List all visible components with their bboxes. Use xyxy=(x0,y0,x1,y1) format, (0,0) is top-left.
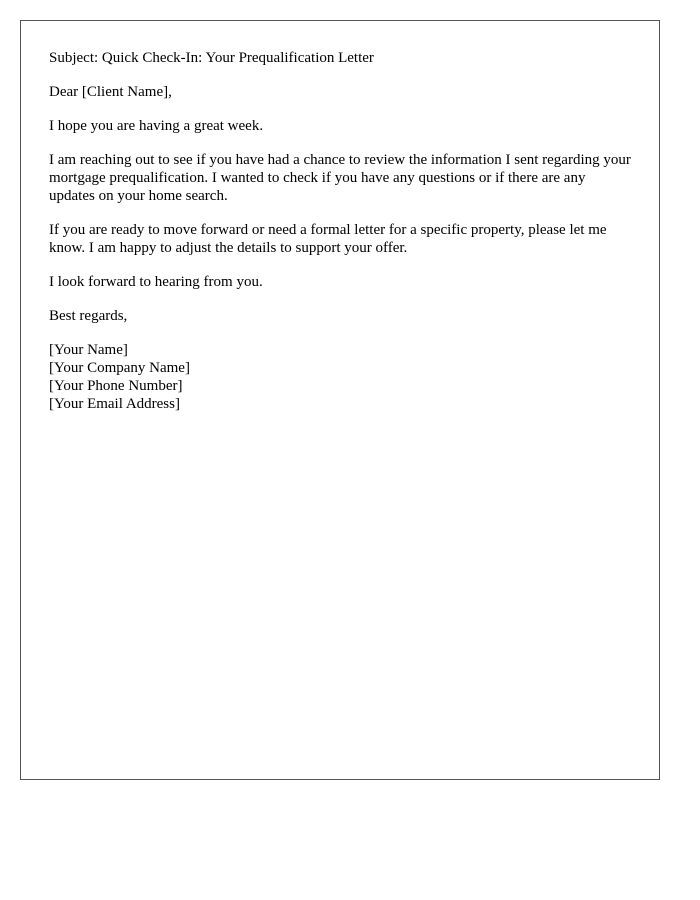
signature-phone: [Your Phone Number] xyxy=(49,378,183,394)
letter-subject: Subject: Quick Check-In: Your Prequalification Letter xyxy=(49,50,374,66)
letter-paragraph-next-steps: If you are ready to move forward or need a formal letter for a specific property, please let me know. I am happy to adjust the details to support your offer. xyxy=(49,222,607,256)
letter-salutation: Dear [Client Name], xyxy=(49,84,172,100)
letter-frame xyxy=(20,20,660,780)
letter-paragraph-greeting: I hope you are having a great week. xyxy=(49,118,264,134)
signature-block xyxy=(49,341,631,413)
letter-paragraph-followup: I am reaching out to see if you have had a chance to review the information I sent regarding your mortgage prequalification. I wanted to check if you have any questions or if there are any updates on your home search. xyxy=(49,152,631,204)
signature-company: [Your Company Name] xyxy=(49,360,190,376)
letter-closing: Best regards, xyxy=(49,308,128,324)
letter-paragraph-closing-remark: I look forward to hearing from you. xyxy=(49,274,263,290)
signature-name: [Your Name] xyxy=(49,342,128,358)
signature-email: [Your Email Address] xyxy=(49,396,180,412)
